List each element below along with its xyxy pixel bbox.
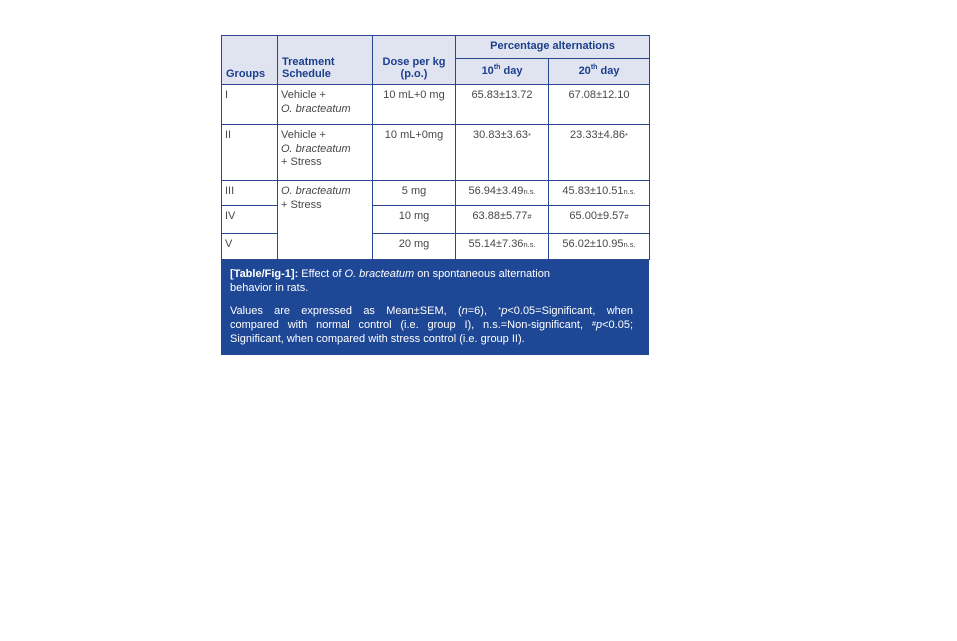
header-dose-line2: (p.o.): [400, 68, 428, 80]
table-row-group-3: [222, 181, 650, 206]
caption-title: [230, 268, 633, 295]
header-day10: 10th day: [456, 59, 549, 85]
header-row-1: [222, 36, 650, 59]
group-3-5-treatment: O. bracteatum + Stress: [278, 181, 373, 260]
group-3-day10: $56.94\pm 3.49^{n.s.}$: [456, 181, 549, 206]
group-1-dose: 10 mL+0 mg: [373, 85, 456, 125]
table-row-group-1: [222, 85, 650, 125]
group-3-label: III: [222, 181, 278, 206]
group-2-treatment: Vehicle + O. bracteatum + Stress: [278, 125, 373, 181]
header-groups: [222, 36, 278, 85]
header-day20: 20th day: [549, 59, 650, 85]
group-2-day10: 30.83±3.63*: [456, 125, 549, 181]
caption-note-line2: compared with normal control (i.e. group I), n.s.=Non-significant, #p<0.05;: [230, 319, 633, 331]
day20-superscript: th: [590, 63, 598, 71]
group-5-dose: 20 mg: [373, 234, 456, 260]
header-treatment-line1: Treatment: [282, 56, 335, 68]
group-1-label: I: [222, 85, 278, 125]
group-4-day10: 63.88±5.77#: [456, 206, 549, 234]
header-percentage-label: Percentage alternations: [490, 40, 615, 52]
group-3-day20: $45.83\pm 10.51^{n.s.}$: [549, 181, 650, 206]
group-5-day20: $56.02\pm 10.95^{n.s.}$: [549, 234, 650, 260]
group-4-day20: 65.00±9.57#: [549, 206, 650, 234]
caption-title-line1: [Table/Fig-1]: Effect of O. bracteatum on spontaneous alternation: [230, 268, 550, 280]
group-5-label: V: [222, 234, 278, 260]
table-row-group-2: [222, 125, 650, 181]
caption-title-line2: behavior in rats.: [230, 281, 309, 294]
group-4-dose: 10 mg: [373, 206, 456, 234]
caption-note: [230, 304, 633, 346]
group-5-day10: $55.14\pm 7.36^{n.s.}$: [456, 234, 549, 260]
header-groups-label: Groups: [226, 68, 266, 80]
header-percentage-alternations: [456, 36, 650, 59]
table-fig-1: [221, 35, 649, 355]
group-2-dose: 10 mL+0mg: [373, 125, 456, 181]
group-2-day20: 23.33±4.86*: [549, 125, 650, 181]
results-table: [221, 35, 650, 260]
header-treatment-line2: Schedule: [282, 68, 331, 80]
caption-figure-label: [Table/Fig-1]:: [230, 268, 299, 280]
group-3-dose: 5 mg: [373, 181, 456, 206]
header-dose: [373, 36, 456, 85]
caption-note-line3: Significant, when compared with stress control (i.e. group II).: [230, 333, 525, 345]
header-dose-line1: Dose per kg: [382, 56, 446, 68]
group-1-treatment: Vehicle + O. bracteatum: [278, 85, 373, 125]
group-1-day20: 67.08±12.10: [549, 85, 650, 125]
header-treatment-schedule: [278, 36, 373, 85]
group-2-label: II: [222, 125, 278, 181]
day10-superscript: th: [493, 63, 501, 71]
group-4-label: IV: [222, 206, 278, 234]
figure-caption: [221, 260, 649, 355]
group-1-day10: 65.83±13.72: [456, 85, 549, 125]
caption-note-line1: Values are expressed as Mean±SEM, (n=6), *p<0.05=Significant, when: [230, 305, 633, 317]
